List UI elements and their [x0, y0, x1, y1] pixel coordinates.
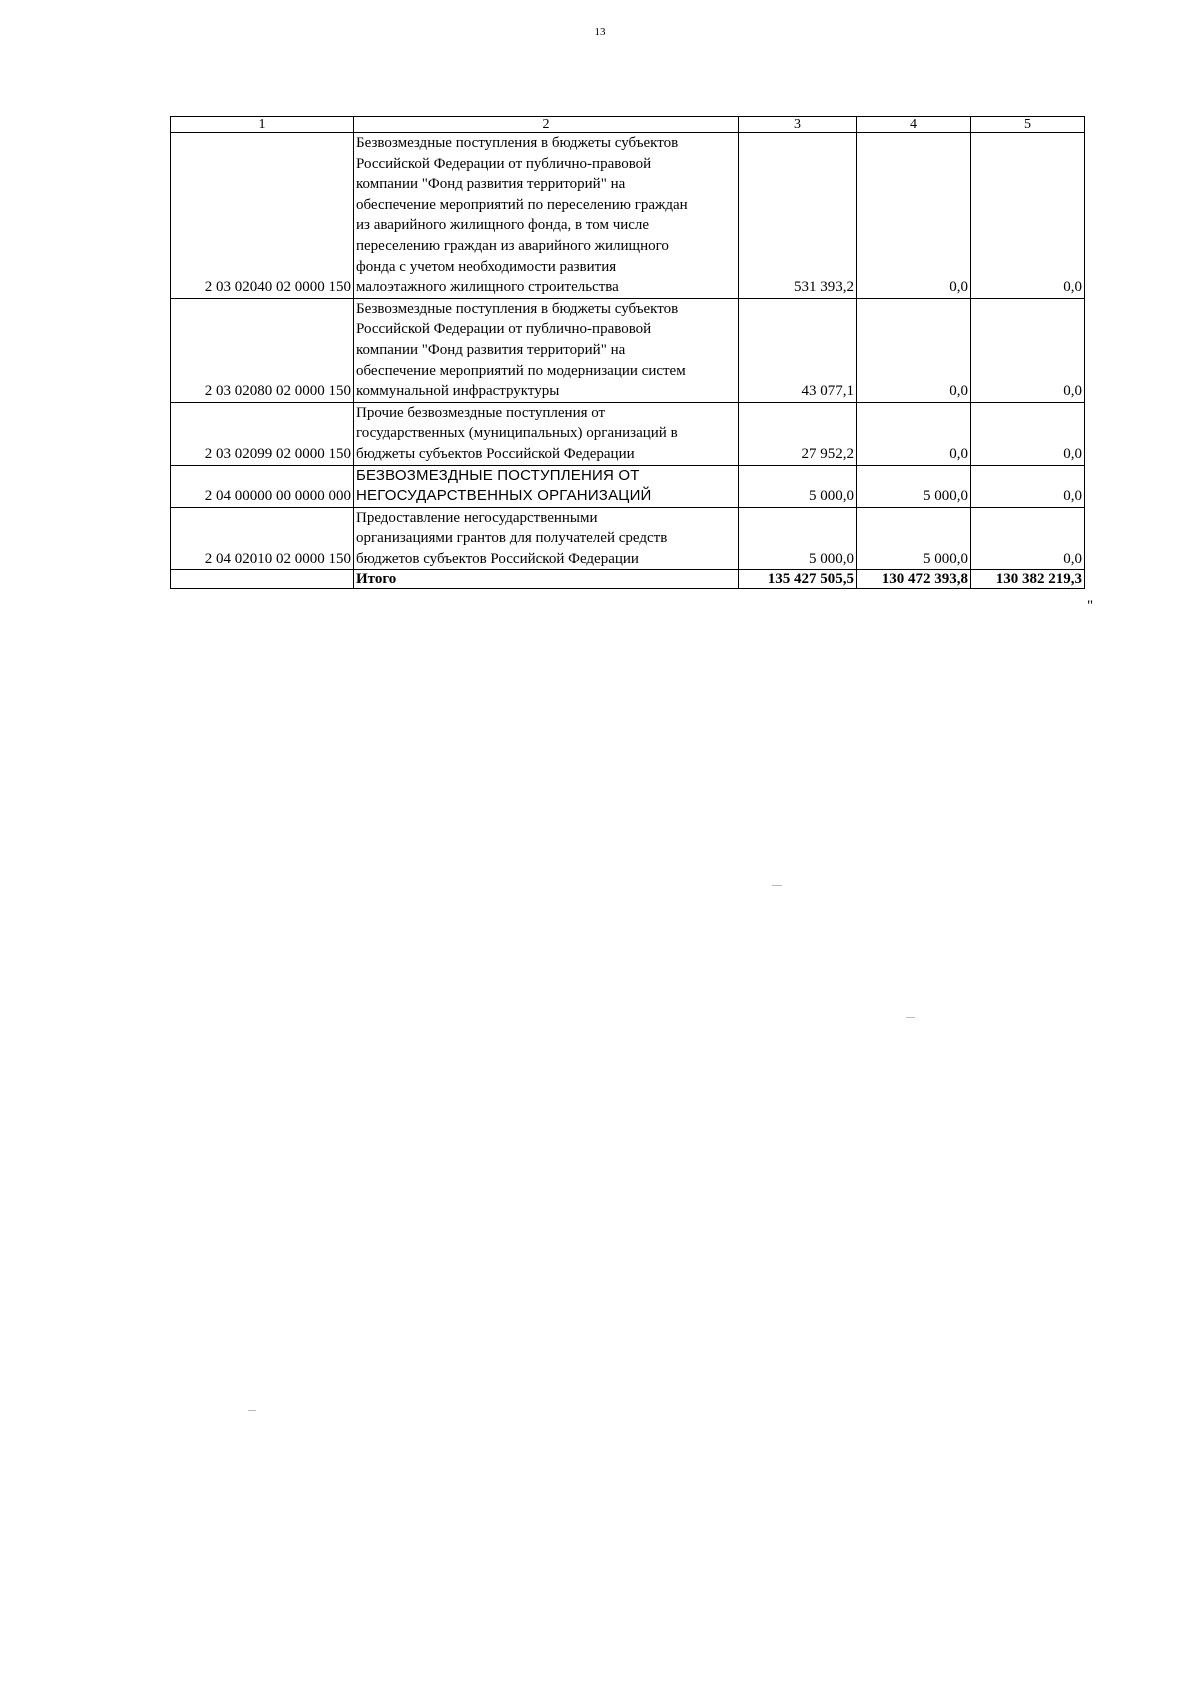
- amount-column-3: 27 952,2: [739, 402, 857, 465]
- revenue-name-line: НЕГОСУДАРСТВЕННЫХ ОРГАНИЗАЦИЙ: [356, 487, 652, 505]
- budget-code-cell: 2 03 02099 02 0000 150: [171, 402, 354, 465]
- scan-speck: [906, 1017, 915, 1018]
- amount-column-4: 0,0: [857, 133, 971, 299]
- budget-revenue-table: [170, 116, 1085, 589]
- amount-column-3: 5 000,0: [739, 507, 857, 570]
- revenue-name-line: Российской Федерации от публично-правовой: [356, 155, 652, 172]
- revenue-name-line: фонда с учетом необходимости развития: [356, 258, 617, 275]
- budget-code-cell: 2 03 02080 02 0000 150: [171, 298, 354, 402]
- revenue-name-line: бюджетов субъектов Российской Федерации: [356, 550, 639, 567]
- column-number-2: 2: [354, 117, 739, 133]
- revenue-name-line: коммунальной инфраструктуры: [356, 383, 560, 400]
- revenue-name-line: компании "Фонд развития территорий" на: [356, 176, 626, 193]
- closing-quote-mark: ": [1087, 598, 1094, 614]
- column-number-header-row: [171, 117, 1085, 133]
- amount-column-4: 5 000,0: [857, 465, 971, 507]
- amount-column-5: 0,0: [971, 402, 1085, 465]
- amount-column-5: 0,0: [971, 465, 1085, 507]
- amount-column-5: 0,0: [971, 298, 1085, 402]
- revenue-name-line: бюджеты субъектов Российской Федерации: [356, 445, 635, 462]
- column-number-3: 3: [739, 117, 857, 133]
- table-row: [171, 133, 1085, 299]
- total-code-cell: [171, 570, 354, 589]
- amount-column-5: 0,0: [971, 507, 1085, 570]
- amount-column-5: 0,0: [971, 133, 1085, 299]
- revenue-name-line: Прочие безвозмездные поступления от: [356, 404, 606, 421]
- revenue-name-line: БЕЗВОЗМЕЗДНЫЕ ПОСТУПЛЕНИЯ ОТ: [356, 466, 640, 484]
- column-number-1: 1: [171, 117, 354, 133]
- revenue-name-cell: [354, 402, 739, 465]
- revenue-name-line: обеспечение мероприятий по модернизации систем: [356, 362, 686, 379]
- revenue-name-cell: [354, 465, 739, 507]
- table-row: [171, 298, 1085, 402]
- revenue-name-line: малоэтажного жилищного строительства: [356, 279, 619, 296]
- revenue-name-cell: [354, 507, 739, 570]
- column-number-5: 5: [971, 117, 1085, 133]
- budget-code-cell: 2 04 00000 00 0000 000: [171, 465, 354, 507]
- budget-code-cell: 2 04 02010 02 0000 150: [171, 507, 354, 570]
- total-amount-column-3: 135 427 505,5: [739, 570, 857, 589]
- total-amount-column-4: 130 472 393,8: [857, 570, 971, 589]
- amount-column-4: 5 000,0: [857, 507, 971, 570]
- revenue-name-line: государственных (муниципальных) организаций в: [356, 425, 678, 442]
- scan-speck: [248, 1410, 256, 1411]
- table-row: [171, 465, 1085, 507]
- revenue-name-cell: [354, 298, 739, 402]
- amount-column-4: 0,0: [857, 298, 971, 402]
- amount-column-3: 43 077,1: [739, 298, 857, 402]
- table-row: [171, 507, 1085, 570]
- revenue-name-line: из аварийного жилищного фонда, в том числе: [356, 217, 650, 234]
- revenue-name-line: Безвозмездные поступления в бюджеты субъектов: [356, 135, 679, 151]
- revenue-name-line: Безвозмездные поступления в бюджеты субъектов: [356, 300, 679, 317]
- revenue-name-line: переселению граждан из аварийного жилищного: [356, 237, 669, 254]
- revenue-name-cell: [354, 133, 739, 299]
- revenue-name-line: Российской Федерации от публично-правовой: [356, 321, 652, 338]
- revenue-name-line: обеспечение мероприятий по переселению граждан: [356, 196, 688, 213]
- revenue-name-line: Предоставление негосударственными: [356, 509, 598, 526]
- budget-code-cell: 2 03 02040 02 0000 150: [171, 133, 354, 299]
- table-row: [171, 402, 1085, 465]
- column-number-4: 4: [857, 117, 971, 133]
- revenue-name-line: организациями грантов для получателей средств: [356, 530, 668, 547]
- revenue-name-line: компании "Фонд развития территорий" на: [356, 341, 626, 358]
- total-amount-column-5: 130 382 219,3: [971, 570, 1085, 589]
- amount-column-3: 5 000,0: [739, 465, 857, 507]
- total-label: Итого: [354, 570, 739, 589]
- amount-column-3: 531 393,2: [739, 133, 857, 299]
- page-number: 13: [594, 26, 606, 38]
- scan-speck: [772, 885, 782, 886]
- amount-column-4: 0,0: [857, 402, 971, 465]
- total-row: [171, 570, 1085, 589]
